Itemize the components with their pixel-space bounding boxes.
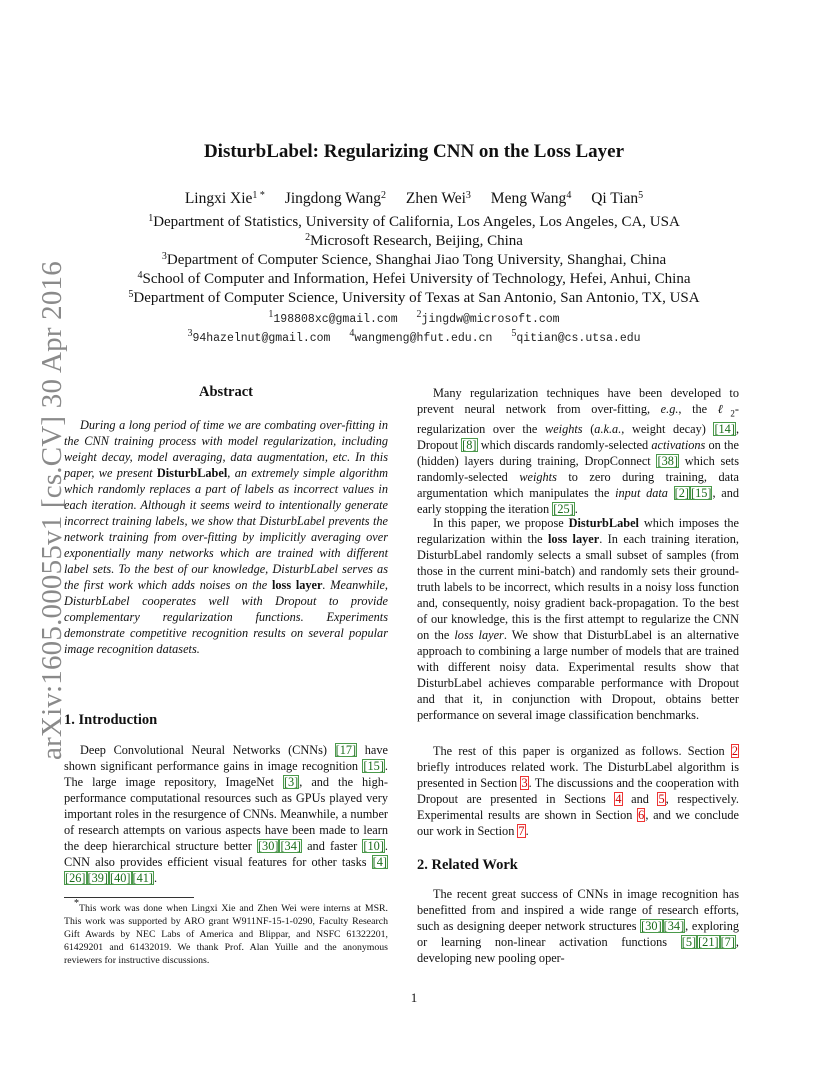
author: Meng Wang$^4$ <box>490 190 572 207</box>
section-link[interactable]: 4 <box>615 792 622 806</box>
affiliation: $^1$Department of Statistics, University of California, Los Angeles, Los Angeles, CA, USA <box>148 213 680 230</box>
paragraph: The recent great success of CNNs in image recognition has benefitted from and inspired a wide range of research efforts, such as designing deeper network structures [30] [34], exploring or learning non-linear activation functions [5] [21] [7], developing new pooling oper- <box>417 887 739 965</box>
citation-link[interactable]: [21] <box>698 935 719 949</box>
paragraph: Many regularization techniques have been developed to prevent neural network from over-fitting, e.g., the ℓ$_2$-regularization over the weights (a.k.a., weight decay) [14], Dropout [8] which discards randomly-selected activations on the (hidden) layers during training, DropConnect [38] which sets randomly-selected weights to zero during training, data argumentation which manipulates the input data [2] [15], and early stopping the iteration [25]. <box>417 386 740 517</box>
email: $^5$qitian@cs.utsa.edu <box>511 328 641 345</box>
arxiv-identifier: arXiv:1605.00055v1 [cs.CV] 30 Apr 2016 <box>36 261 68 760</box>
citation-link[interactable]: [30] <box>641 919 662 933</box>
citation-link[interactable]: [4] <box>372 855 387 869</box>
author: Zhen Wei$^3$ <box>405 190 471 207</box>
author-list <box>0 190 828 208</box>
affiliation: $^4$School of Computer and Information, Hefei University of Technology, Hefei, Anhui, China <box>137 270 691 287</box>
citation-link[interactable]: [15] <box>363 759 384 773</box>
citation-link[interactable]: [38] <box>657 454 678 469</box>
citation-link[interactable]: [34] <box>280 839 301 853</box>
intro-heading: 1. Introduction <box>64 712 158 728</box>
citation-link[interactable]: [10] <box>363 839 384 853</box>
section-link[interactable]: 7 <box>518 824 525 838</box>
citation-link[interactable]: [5] <box>681 935 697 949</box>
citation-link[interactable]: [3] <box>283 775 299 789</box>
citation-link[interactable]: [40] <box>110 871 131 885</box>
affiliation: $^5$Department of Computer Science, University of Texas at San Antonio, San Antonio, TX, USA <box>128 289 700 306</box>
section-link[interactable]: 6 <box>638 808 645 822</box>
paper-title: DisturbLabel: Regularizing CNN on the Loss Layer <box>203 141 625 162</box>
affiliation: $^3$Department of Computer Science, Shanghai Jiao Tong University, Shanghai, China <box>161 251 667 268</box>
related-work-heading: 2. Related Work <box>417 857 518 873</box>
footnote: *This work was done when Lingxi Xie and Zhen Wei were interns at MSR. This work was supported by ARO grant W911NF-15-1-0290, Faculty Research Gift Awards by NEC Labs of America and Blippar, and NSFC 61322201, 61429201 and 61432019. We thank Prof. Alan Yuille and the anonymous reviewers for instructive discussions. <box>64 898 388 966</box>
citation-link[interactable]: [2] <box>674 486 689 501</box>
citation-link[interactable]: [34] <box>663 919 685 933</box>
intro-paragraph: Deep Convolutional Neural Networks (CNNs) [17] have shown significant performance gains in image recognition [15]. The large image repository, ImageNet [3], and the high-performance computational resources such as GPUs played very important roles in the resurgence of CNNs. Meanwhile, a number of research attempts on various aspects have been made to learn the deep hierarchical structure better [30] [34] and faster [10]. CNN also provides efficient visual features for other tasks [4][26] [39] [40] [41]. <box>64 743 388 885</box>
citation-link[interactable]: [41] <box>132 871 153 885</box>
citation-link[interactable]: [25] <box>553 502 574 517</box>
citation-link[interactable]: [8] <box>462 438 477 453</box>
email: $^2$jingdw@microsoft.com <box>416 309 560 326</box>
citation-link[interactable]: [7] <box>720 935 735 949</box>
email: $^4$wangmeng@hfut.edu.cn <box>349 328 493 345</box>
citation-link[interactable]: [17] <box>335 743 357 757</box>
affiliation: $^2$Microsoft Research, Beijing, China <box>305 232 523 249</box>
section-link[interactable]: 5 <box>658 792 665 806</box>
email-row <box>0 309 828 326</box>
author: Jingdong Wang$^2$ <box>284 190 386 207</box>
citation-link[interactable]: [30] <box>257 839 279 853</box>
citation-link[interactable]: [26] <box>65 871 86 885</box>
arxiv-sidebar <box>36 261 68 780</box>
author: Qi Tian$^5$ <box>591 190 644 207</box>
author: Lingxi Xie$^{1 *}$ <box>184 190 265 207</box>
citation-link[interactable]: [14] <box>714 422 735 437</box>
email-row <box>0 328 828 345</box>
citation-link[interactable]: [39] <box>87 871 108 885</box>
footnote-divider <box>64 897 194 898</box>
email: $^3$94hazelnut@gmail.com <box>187 328 331 345</box>
paragraph: In this paper, we propose DisturbLabel which imposes the regularization within the loss layer. In each training iteration, DisturbLabel randomly selects a small subset of samples (from those in the current mini-batch) and randomly sets their ground-truth labels to be incorrect, which results in a noisy loss function and, consequently, noisy gradient back-propagation. To the best of our knowledge, this is the first attempt to regularize the CNN on the loss layer. We show that DisturbLabel is an alternative approach to combining a large number of models that are trained with different noisy data. Experimental results show that DisturbLabel achieves comparable performance with Dropout and that it, in conjunction with Dropout, obtains better performance on several image classification benchmarks. <box>417 516 739 722</box>
citation-link[interactable]: [15] <box>690 486 712 501</box>
section-link[interactable]: 3 <box>521 776 528 790</box>
section-link[interactable]: 2 <box>731 744 738 758</box>
abstract-text: During a long period of time we are combating over-fitting in the CNN training process with model regularization, including weight decay, model averaging, data augmentation, etc. In this paper, we present DisturbLabel, an extremely simple algorithm which randomly replaces a part of labels as incorrect values in each iteration. Although it seems weird to intentionally generate incorrect training labels, we show that DisturbLabel prevents the network training from over-fitting by implicitly averaging over exponentially many networks which are trained with different label sets. To the best of our knowledge, DisturbLabel serves as the first work which adds noises on the loss layer. Meanwhile, DisturbLabel cooperates well with Dropout to provide complementary regularization functions. Experiments demonstrate competitive recognition results on several popular image recognition datasets. <box>64 418 388 656</box>
email: $^1$198808xc@gmail.com <box>268 309 398 326</box>
paragraph: The rest of this paper is organized as follows. Section 2 briefly introduces related work. The DisturbLabel algorithm is presented in Section 3. The discussions and the cooperation with Dropout are presented in Sections 4 and 5, respectively. Experimental results are shown in Section 6, and we conclude our work in Section 7. <box>417 744 739 838</box>
abstract-heading: Abstract <box>199 384 253 400</box>
page-number: 1 <box>410 990 418 1005</box>
